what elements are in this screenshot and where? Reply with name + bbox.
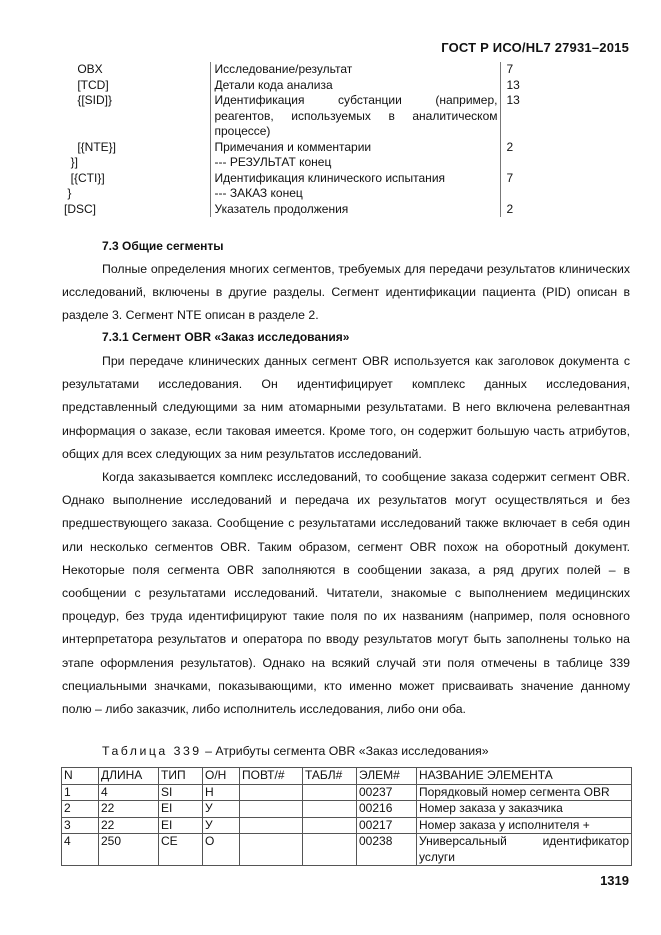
table-cell: У — [203, 817, 240, 834]
table-cell: О — [203, 834, 240, 866]
segment-row — [62, 78, 624, 94]
table-cell: У — [203, 801, 240, 818]
segment-row — [62, 155, 624, 171]
paragraph-7-3: Полные определения многих сегментов, требуемых для передачи результатов клинических исследований, включены в другие разделы. Сегмент идентификации пациента (PID) описан в разделе 3. Сегмент NTE описан в разделе 2. — [62, 262, 630, 323]
table-cell — [240, 834, 303, 866]
segment-code: } — [62, 186, 210, 202]
paragraph-7-3-1-a: При передаче клинических данных сегмент OBR используется как заголовок документа с результатами исследования. Он идентифицирует комплекс данных исследования, представленный следующими за ним атомарными результатами. В него включена релевантная информация о заказе, если таковая имеется. Кроме того, он содержит большую часть атрибутов, общих для всех следующих за ним результатов исследований. — [62, 354, 630, 461]
segment-description: --- РЕЗУЛЬТАТ конец — [210, 155, 500, 171]
segment-description: --- ЗАКАЗ конец — [210, 186, 500, 202]
table-cell: SI — [159, 784, 203, 801]
table-row — [62, 784, 632, 801]
segment-chapter — [500, 155, 624, 171]
paragraph-7-3-1-b: Когда заказывается комплекс исследований, то сообщение заказа содержит сегмент OBR. Однако выполнение исследований и передача их результатов могут осуществляться и без предшествующего заказа. Сообщение с результатами исследований также включает в себя один или несколько сегментов OBR. Таким образом, сегмент OBR похож на оборотный документ. Некоторые поля сегмента OBR заполняются в сообщении заказа, а ряд других полей – в сообщении с результатами исследований. Читатели, знакомые с выполнением медицинских процедур, без труда идентифицируют такие поля по их названиям (например, поля основного интерпретатора результатов и оператора по вводу результатов могут быть заполнены только на этапе оформления результатов). Однако на всякий случай эти поля отмечены в таблице 339 специальными значками, показывающими, кто именно может присваивать значение данному полю – либо заказчик, либо исполнитель исследования, либо они оба. — [62, 470, 630, 717]
segment-chapter: 7 — [506, 62, 514, 76]
table-cell: Порядковый номер сегмента OBR — [417, 784, 632, 801]
column-header: НАЗВАНИЕ ЭЛЕМЕНТА — [417, 768, 632, 785]
segment-description: Детали кода анализа — [210, 78, 500, 94]
segment-structure-table — [62, 62, 624, 217]
column-header: ТАБЛ# — [303, 768, 357, 785]
segment-row — [62, 140, 624, 156]
segment-code: [DSC] — [62, 202, 210, 218]
table-cell: 00237 — [357, 784, 417, 801]
page-number: 1319 — [600, 873, 629, 888]
table-row — [62, 834, 632, 866]
segment-code: [TCD] — [62, 78, 210, 94]
segment-row — [62, 171, 624, 187]
segment-row — [62, 186, 624, 202]
segment-chapter — [500, 186, 624, 202]
segment-code: OBX — [62, 62, 210, 78]
segment-row — [62, 93, 624, 140]
table-cell: Номер заказа у исполнителя + — [417, 817, 632, 834]
table-cell: 00238 — [357, 834, 417, 866]
segment-code: [{NTE}] — [62, 140, 210, 156]
table-cell — [240, 817, 303, 834]
table-cell — [303, 834, 357, 866]
table-cell: 4 — [99, 784, 159, 801]
table-cell: 00217 — [357, 817, 417, 834]
section-heading-7-3: 7.3 Общие сегменты — [102, 239, 224, 253]
table-row — [62, 801, 632, 818]
table-cell: 4 — [62, 834, 99, 866]
column-header: N — [62, 768, 99, 785]
table-cell: 22 — [99, 817, 159, 834]
table-cell: Н — [203, 784, 240, 801]
table-cell — [303, 801, 357, 818]
table-cell — [240, 801, 303, 818]
table-cell — [303, 784, 357, 801]
segment-code: [{CTI}] — [62, 171, 210, 187]
table-cell: 1 — [62, 784, 99, 801]
segment-code: }] — [62, 155, 210, 171]
segment-chapter: 7 — [506, 170, 514, 185]
table-cell: 2 — [62, 801, 99, 818]
segment-description: Указатель продолжения — [210, 202, 500, 218]
table-cell — [240, 784, 303, 801]
segment-chapter: 2 — [506, 139, 514, 154]
column-header: ТИП — [159, 768, 203, 785]
segment-row — [62, 202, 624, 218]
segment-description: Идентификация субстанции (например, реагентов, используемых в аналитическом процессе) — [210, 93, 500, 140]
table-cell: CE — [159, 834, 203, 866]
segment-row — [62, 62, 624, 78]
table-cell: 250 — [99, 834, 159, 866]
table-cell: EI — [159, 817, 203, 834]
segment-chapter: 13 — [506, 93, 520, 107]
table-cell — [303, 817, 357, 834]
segment-chapter: 2 — [506, 201, 514, 216]
table-cell: Универсальный идентификатор услуги — [417, 834, 632, 866]
segment-description: Примечания и комментарии — [210, 140, 500, 156]
segment-code: {[SID]} — [62, 93, 210, 140]
table-row — [62, 817, 632, 834]
column-header: ПОВТ/# — [240, 768, 303, 785]
table-cell: Номер заказа у заказчика — [417, 801, 632, 818]
segment-description: Исследование/результат — [210, 62, 500, 78]
section-heading-7-3-1: 7.3.1 Сегмент OBR «Заказ исследования» — [102, 330, 350, 344]
table-cell: 22 — [99, 801, 159, 818]
table-cell: 3 — [62, 817, 99, 834]
column-header: ДЛИНА — [99, 768, 159, 785]
segment-description: Идентификация клинического испытания — [210, 171, 500, 187]
table-cell: EI — [159, 801, 203, 818]
obr-attributes-table — [61, 767, 631, 866]
document-header: ГОСТ Р ИСО/HL7 27931–2015 — [441, 40, 629, 55]
column-header: О/Н — [203, 768, 240, 785]
segment-chapter: 13 — [506, 77, 520, 92]
column-header: ЭЛЕМ# — [357, 768, 417, 785]
table-cell: 00216 — [357, 801, 417, 818]
table-caption: Таблица 339 – Атрибуты сегмента OBR «Заказ исследования» — [102, 744, 489, 758]
